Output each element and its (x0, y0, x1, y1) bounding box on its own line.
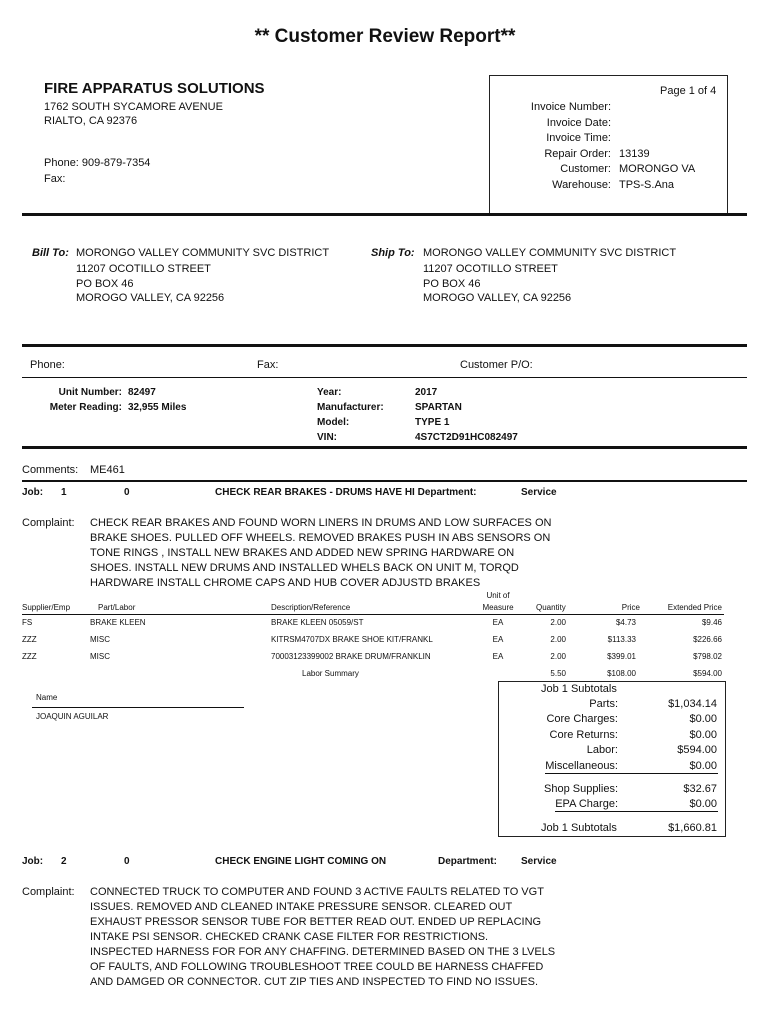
row2-quantity: 2.00 (550, 635, 566, 644)
ship-to-line-4: MOROGO VALLEY, CA 92256 (423, 292, 572, 304)
parts-label: Parts: (589, 698, 618, 710)
labor-summary-price: $108.00 (607, 669, 636, 678)
customer-po: Customer P/O: (460, 359, 533, 371)
invoice-number-label: Invoice Number: (530, 101, 611, 113)
meter-reading-label: Meter Reading: (49, 402, 122, 413)
name-underline (32, 707, 244, 708)
subtotal-total-value: $1,660.81 (668, 822, 717, 834)
report-title: ** Customer Review Report** (254, 26, 516, 47)
invoice-time-label: Invoice Time: (546, 132, 611, 144)
name-label: Name (36, 693, 58, 702)
unit-number-label: Unit Number: (58, 387, 122, 398)
labor-label: Labor: (586, 744, 618, 756)
job2-department: Service (521, 856, 557, 867)
misc-underline (545, 773, 718, 774)
col-part: Part/Labor (98, 603, 136, 612)
ship-to-label: Ship To: (371, 247, 415, 259)
row1-uom: EA (492, 618, 504, 627)
col-quantity: Quantity (536, 603, 566, 612)
row3-price: $399.01 (607, 652, 636, 661)
row3-description: 70003123399002 BRAKE DRUM/FRANKLIN (271, 652, 431, 661)
bill-to-line-1: MORONGO VALLEY COMMUNITY SVC DISTRICT (76, 247, 330, 259)
company-name: FIRE APPARATUS SOLUTIONS (44, 80, 265, 97)
year-value: 2017 (415, 387, 438, 398)
job2-department-label: Department: (438, 856, 497, 867)
row1-extended: $9.46 (701, 618, 722, 627)
ship-to-line-3: PO BOX 46 (423, 278, 481, 290)
job1-label: Job: (22, 487, 44, 498)
shop-supplies-value: $32.67 (683, 783, 717, 795)
row1-part: BRAKE KLEEN (90, 618, 146, 627)
row2-supplier: ZZZ (22, 635, 37, 644)
core-returns-label: Core Returns: (549, 729, 618, 741)
page-number: Page 1 of 4 (660, 85, 717, 97)
job2-number: 2 (61, 856, 67, 867)
row3-supplier: ZZZ (22, 652, 37, 661)
bill-to-line-3: PO BOX 46 (76, 278, 134, 290)
col-extended-price: Extended Price (667, 603, 722, 612)
comments-value: ME461 (90, 464, 125, 476)
core-charges-label: Core Charges: (546, 713, 618, 725)
row1-supplier: FS (22, 618, 33, 627)
row2-uom: EA (492, 635, 504, 644)
row3-part: MISC (90, 652, 110, 661)
unit-number-value: 82497 (128, 387, 156, 398)
miscellaneous-value: $0.00 (689, 760, 717, 772)
vin-value: 4S7CT2D91HC082497 (415, 432, 518, 443)
shop-supplies-label: Shop Supplies: (544, 783, 618, 795)
row1-price: $4.73 (615, 618, 636, 627)
job2-complaint-label: Complaint: (22, 886, 75, 898)
core-returns-value: $0.00 (689, 729, 717, 741)
contact-phone: Phone: (30, 359, 65, 371)
year-label: Year: (317, 387, 342, 398)
customer-value: MORONGO VA (619, 163, 696, 175)
col-unit-of: Unit of (486, 591, 510, 600)
row1-quantity: 2.00 (550, 618, 566, 627)
epa-underline (555, 811, 718, 812)
job2-label: Job: (22, 856, 44, 867)
repair-order-label: Repair Order: (544, 148, 611, 160)
divider-thick-1 (22, 213, 747, 216)
parts-value: $1,034.14 (668, 698, 717, 710)
row2-part: MISC (90, 635, 110, 644)
bill-to-line-4: MOROGO VALLEY, CA 92256 (76, 292, 225, 304)
technician-name: JOAQUIN AGUILAR (36, 712, 109, 721)
bill-to-line-2: 11207 OCOTILLO STREET (76, 263, 211, 275)
core-charges-value: $0.00 (689, 713, 717, 725)
ship-to-line-2: 11207 OCOTILLO STREET (423, 263, 558, 275)
col-supplier: Supplier/Emp (22, 603, 71, 612)
row3-quantity: 2.00 (550, 652, 566, 661)
row3-extended: $798.02 (693, 652, 722, 661)
warehouse-label: Warehouse: (552, 179, 611, 191)
model-value: TYPE 1 (415, 417, 450, 428)
labor-value: $594.00 (677, 744, 717, 756)
company-phone: Phone: 909-879-7354 (44, 157, 151, 169)
job2-zero: 0 (124, 856, 130, 867)
job1-zero: 0 (124, 487, 130, 498)
labor-summary-label: Labor Summary (302, 669, 359, 678)
model-label: Model: (317, 417, 350, 428)
company-address-1: 1762 SOUTH SYCAMORE AVENUE (44, 101, 223, 113)
job2-title: CHECK ENGINE LIGHT COMING ON (215, 856, 387, 867)
col-description: Description/Reference (271, 603, 351, 612)
row3-uom: EA (492, 652, 504, 661)
job1-department: Service (521, 487, 557, 498)
warehouse-value: TPS-S.Ana (619, 179, 675, 191)
subtotals-header: Job 1 Subtotals (541, 683, 617, 695)
row1-description: BRAKE KLEEN 05059/ST (271, 618, 364, 627)
table-header-divider (22, 614, 724, 615)
col-measure: Measure (482, 603, 514, 612)
job1-number: 1 (61, 487, 67, 498)
comments-label: Comments: (22, 464, 79, 476)
vin-label: VIN: (317, 432, 337, 443)
divider-thick-3 (22, 446, 747, 449)
row2-extended: $226.66 (693, 635, 722, 644)
company-fax: Fax: (44, 173, 66, 185)
row2-description: KITRSM4707DX BRAKE SHOE KIT/FRANKL (271, 635, 433, 644)
labor-summary-quantity: 5.50 (550, 669, 566, 678)
row2-price: $113.33 (607, 635, 636, 644)
contact-fax: Fax: (257, 359, 279, 371)
bill-to-label: Bill To: (32, 247, 69, 259)
meter-reading-value: 32,955 Miles (128, 402, 187, 413)
miscellaneous-label: Miscellaneous: (545, 760, 618, 772)
manufacturer-value: SPARTAN (415, 402, 462, 413)
labor-summary-extended: $594.00 (693, 669, 722, 678)
subtotal-total-label: Job 1 Subtotals (541, 822, 617, 834)
col-price: Price (621, 603, 640, 612)
epa-charge-label: EPA Charge: (555, 798, 618, 810)
divider-thick-2 (22, 344, 747, 347)
job1-complaint-text: CHECK REAR BRAKES AND FOUND WORN LINERS IN DRUMS AND LOW SURFACES ON BRAKE SHOES. PULLED OFF WHEELS. REMOVED BRAKES PUSH IN ABS SENSORS ON TONE RINGS , INSTALL NEW BRAKES AND ADDED NEW SPRING HARDWARE ON SHOES. INSTALL NEW DRUMS AND INSTALLED WHELS BACK ON UNIT M, TORQD HARDWARE INSTALL CHROME CAPS AND HUB COVER ADJUSTD BRAKES (90, 517, 552, 589)
job1-title: CHECK REAR BRAKES - DRUMS HAVE HI Department: (215, 487, 477, 498)
divider-thin-1 (22, 377, 747, 378)
ship-to-line-1: MORONGO VALLEY COMMUNITY SVC DISTRICT (423, 247, 677, 259)
customer-label: Customer: (560, 163, 611, 175)
manufacturer-label: Manufacturer: (317, 402, 384, 413)
job1-complaint-label: Complaint: (22, 517, 75, 529)
divider-thin-2 (22, 480, 747, 482)
invoice-date-label: Invoice Date: (546, 117, 611, 129)
company-address-2: RIALTO, CA 92376 (44, 115, 138, 127)
epa-charge-value: $0.00 (689, 798, 717, 810)
job2-complaint-text: CONNECTED TRUCK TO COMPUTER AND FOUND 3 ACTIVE FAULTS RELATED TO VGT ISSUES. REMOVED AND CLEANED INTAKE PRESSURE SENSOR. CLEARED OUT EXHAUST PRESSOR SENSOR TUBE FOR BETTER READ OUT. ENDED UP REPLACING INTAKE PSI SENSOR. CHECKED CRANK CASE FILTER FOR RESTRICTIONS. INSPECTED HARNESS FOR FOR ANY CHAFFING. DETERMINED BASED ON THE 3 LVELS OF FAULTS, AND FOLLOWING TROUBLESHOOT TREE COULD BE HARNESS CHAFFED AND DAMGED OR CONNECTOR. CUT ZIP TIES AND INSPECTED TO FIND NO ISSUES. (90, 886, 556, 988)
repair-order-value: 13139 (619, 148, 650, 160)
